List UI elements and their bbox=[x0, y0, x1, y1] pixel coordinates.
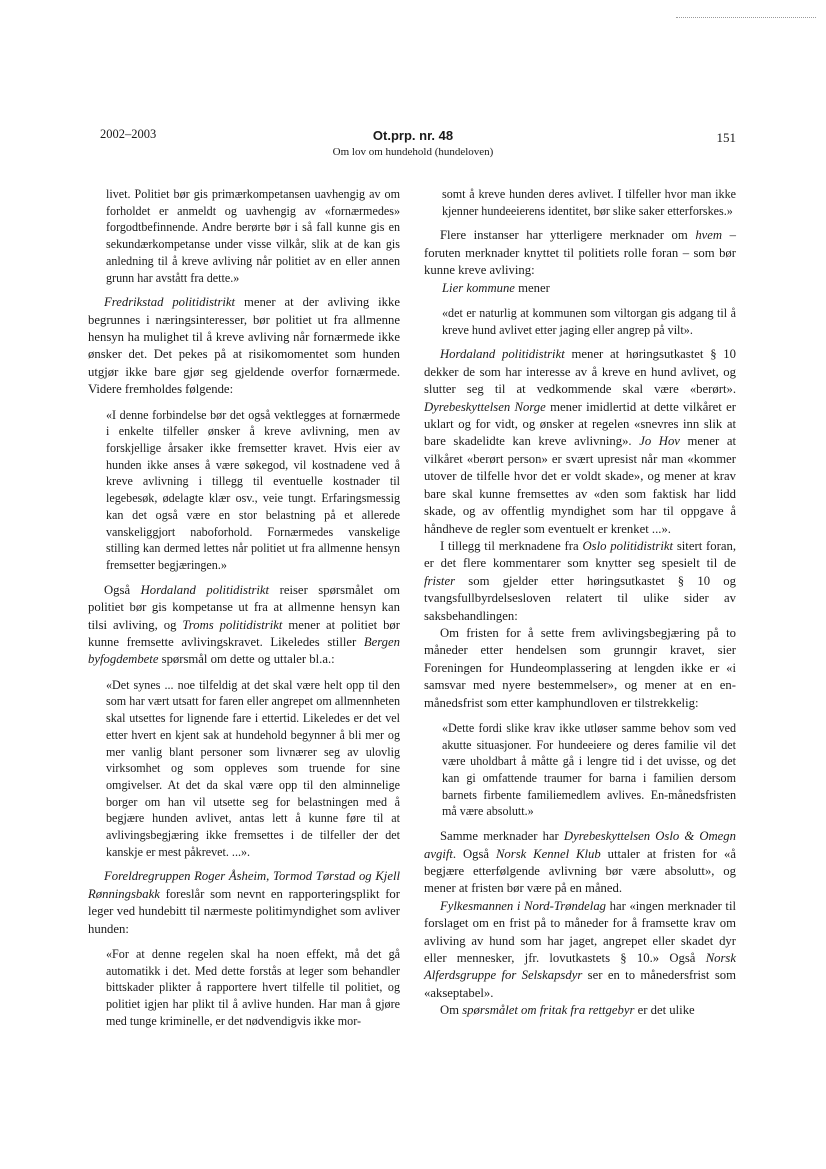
quote-foreldregruppen: «For at denne regelen skal ha noen effekt, må det gå automatikk i det. Med dette forstås at leger som behandler bittskader plikter å rapportere hvert tilfelle til politiet, og politiet igjen har plikt til å avlive hunden. Har man å gjøre med tunge kriminelle, er det nødvendigvis ikke mor- bbox=[106, 947, 400, 1028]
quote-lier: «det er naturlig at kommunen som viltorgan gis adgang til å kreve hund avlivet etter jaging eller angrep på vilt». bbox=[442, 306, 736, 337]
agency-name: Norsk Kennel Klub bbox=[495, 846, 601, 861]
quote-continued: livet. Politiet bør gis primærkompetansen uavhengig av om forholdet er anmeldt og uavhengig av «fornærmedes» forgodtbefinnende. Andre berørte bør i så fall kunne gis en sekundærkompetanse under visse vilkår, slik at de kan gis anledning til å kreve avliving når politiet av en eller annen grunn har avstått fra dette.» bbox=[106, 187, 400, 285]
agency-name: Fredrikstad politidistrikt bbox=[104, 295, 236, 310]
emphasis: frister bbox=[424, 573, 456, 588]
paragraph-samme-merknader: Samme merknader har Dyrebeskyttelsen Oslo & Omegn avgift. Også Norsk Kennel Klub uttaler at fristen for «å begjære etterfølgende avlivning bør være absolutt», og mener at fristen bør være på en måned. bbox=[424, 829, 736, 896]
paragraph-hvem: Flere instanser har ytterligere merknader om hvem – foruten merknader knyttet til politiets rolle foran – som bør kunne kreve avliving: bbox=[424, 228, 736, 278]
agency-name: Dyrebeskyttelsen Oslo & Omegn avgift bbox=[424, 829, 736, 861]
agency-name: Hordaland politidistrikt bbox=[440, 347, 565, 362]
agency-name: Jo Hov bbox=[639, 434, 680, 449]
agency-name: Dyrebeskyttelsen Norge bbox=[424, 399, 546, 414]
quote-bergen: «Det synes ... noe tilfeldig at det skal være helt opp til den som har vært utsatt for faren eller angrepet om allmennheten skal utsettes for lignende fare i ettertid. Likeledes er det vel etter hvert en kjent sak at hundehold begynner å bli mer og mer vanlig blant personer som livnærer seg av ulovlig virksomhet og som oppleves som truende for sine omgivelser. At det da skal være opp til den alminnelige borger om han vil utsette seg for belastningen med å begjære hunden avlivet, antas lett å kunne føre til at avlivingsbegjæring ikke fremsettes i de tilfeller der det kanskje er mest påkrevet. ...». bbox=[106, 677, 400, 859]
header-subtitle: Om lov om hundehold (hundeloven) bbox=[332, 146, 494, 158]
corner-dotted-rule bbox=[676, 17, 816, 18]
emphasis: spørsmålet om fritak fra rettgebyr bbox=[462, 1003, 635, 1018]
paragraph-berort: Hordaland politidistrikt mener at høringsutkastet § 10 dekker de som har interesse av å kreve en hund avlivet, og slutter seg til at vedkommende skal være «berørt». Dyrebeskyttelsen Norge mener imidlertid at dette vilkåret er uklart og for vidt, og ønsker at regelen «snevres inn slik at bare skadelidte kan kreve avlivning». Jo Hov mener at vilkåret «berørt person» er svært upresist når man «kommer utover de tilfelle hvor det er voldt skade», og mener at krav bare skal kunne fremsettes av «den som faktisk har lidd skade, og av offentlig myndighet som har til oppgave å håndheve de regler som eventuelt er krenket ...». bbox=[424, 347, 736, 536]
emphasis: hvem bbox=[695, 228, 723, 243]
agency-name: Troms politidistrikt bbox=[182, 617, 283, 632]
paragraph-fredrikstad: Fredrikstad politidistrikt mener at der avliving ikke begrunnes i næringsinteresser, bør politiet ut fra allmenne hensyn ha mulighet til å kreve avliving når fornærmede ikke ønsker det. Det pekes på at risikomomentet som hunden utgjør ikke bare gjør seg gjeldende overfor fornærmede. Videre fremholdes følgende: bbox=[88, 295, 400, 397]
header-year: 2002–2003 bbox=[100, 127, 157, 141]
agency-name: Norsk Alferdsgruppe for Selskapsdyr bbox=[424, 951, 736, 983]
paragraph-frister: I tillegg til merknadene fra Oslo politidistrikt sitert foran, er det flere kommentarer som knytter seg spesielt til de frister som gjelder etter høringsutkastet § 10 og tvangsfullbyrdelsesloven relatert til ulike sider av saksbehandlingen: bbox=[424, 538, 736, 623]
paragraph-fristen: Om fristen for å sette frem avlivingsbegjæring på to måneder etter hendelsen som grunngir kravet, sier Foreningen for Hundeomplassering at lengden ikke er «i samsvar med nyere bestemmelser», og mener at en en-månedsfrist som etter kamphundloven er tilstrekkelig: bbox=[424, 625, 736, 710]
agency-name: Oslo politidistrikt bbox=[582, 538, 674, 553]
left-column bbox=[88, 186, 400, 1038]
quote-hundeomplassering: «Dette fordi slike krav ikke utløser samme behov som ved akutte situasjoner. For hundeeiere og deres familie vil det være uholdbart å måtte gå i lengre tid i det uvisse, og det kan gi omfattende traumer for barna i familien dersom barnets firbente familiemedlem avlives. En-månedsfristen må være absolutt.» bbox=[442, 720, 736, 819]
paragraph-rettgebyr: Om spørsmålet om fritak fra rettgebyr er det ulike bbox=[440, 1003, 695, 1018]
agency-line-lier: Lier kommune mener bbox=[442, 280, 550, 295]
page-number: 151 bbox=[716, 130, 736, 145]
agency-name: Bergen byfogdembete bbox=[88, 634, 400, 667]
right-column bbox=[424, 186, 736, 1020]
header-document-title: Ot.prp. nr. 48 bbox=[372, 128, 454, 143]
paragraph-fylkesmannen: Fylkesmannen i Nord-Trøndelag har «ingen merknader til forslaget om en frist på to måneder for å framsette krav om avliving av hund som har jaget, angrepet eller skadet dyr eller mennesker, jfr. lovutkastets § 10.» Også Norsk Alferdsgruppe for Selskapsdyr ser en to månedersfrist som «akseptabel». bbox=[424, 898, 736, 1000]
agency-name: Lier kommune bbox=[442, 280, 515, 295]
agency-name: Foreldregruppen Roger Åsheim, Tormod Tørstad og Kjell Rønningsbakk bbox=[88, 869, 400, 901]
quote-foreldregruppen-continued: somt å kreve hunden deres avlivet. I tilfeller hvor man ikke kjenner hundeeierens identitet, bør slike saker etterforskes.» bbox=[442, 187, 736, 218]
quote-fredrikstad: «I denne forbindelse bør det også vektlegges at fornærmede i enkelte tilfeller ønsker å kreve avlivning, men av forskjellige årsaker ikke fremsetter kravet. Hvis eier av hunden ikke anses å være søkegod, vil kostnadene ved å kreve avlivning i tillegg til eventuelle kostnader til legebesøk, ødelagte klær osv., veie tungt. Erfaringsmessig kan det også være en stor belastning på et allerede vanskeliggjort naboforhold. Fornærmedes vanskelige stilling kan dermed lettes når politiet ut fra allmenne hensyn fremsetter begjæringen.» bbox=[106, 407, 400, 572]
agency-name: Fylkesmannen i Nord-Trøndelag bbox=[440, 898, 607, 913]
agency-name: Hordaland politidistrikt bbox=[140, 582, 270, 597]
paragraph-foreldregruppen: Foreldregruppen Roger Åsheim, Tormod Tørstad og Kjell Rønningsbakk foreslår som nevnt en rapporteringsplikt for leger ved hundebitt til nærmeste politimyndighet som avliver hunden: bbox=[88, 869, 400, 936]
paragraph-hordaland-troms-bergen: Også Hordaland politidistrikt reiser spørsmålet om politiet bør gis kompetanse ut fra at allmenne hensyn kan tilsi avliving, og Troms politidistrikt mener at politiet bør kunne fremsette avlivingskravet. Likeledes stiller Bergen byfogdembete spørsmål om dette og uttaler bl.a.: bbox=[88, 582, 401, 667]
